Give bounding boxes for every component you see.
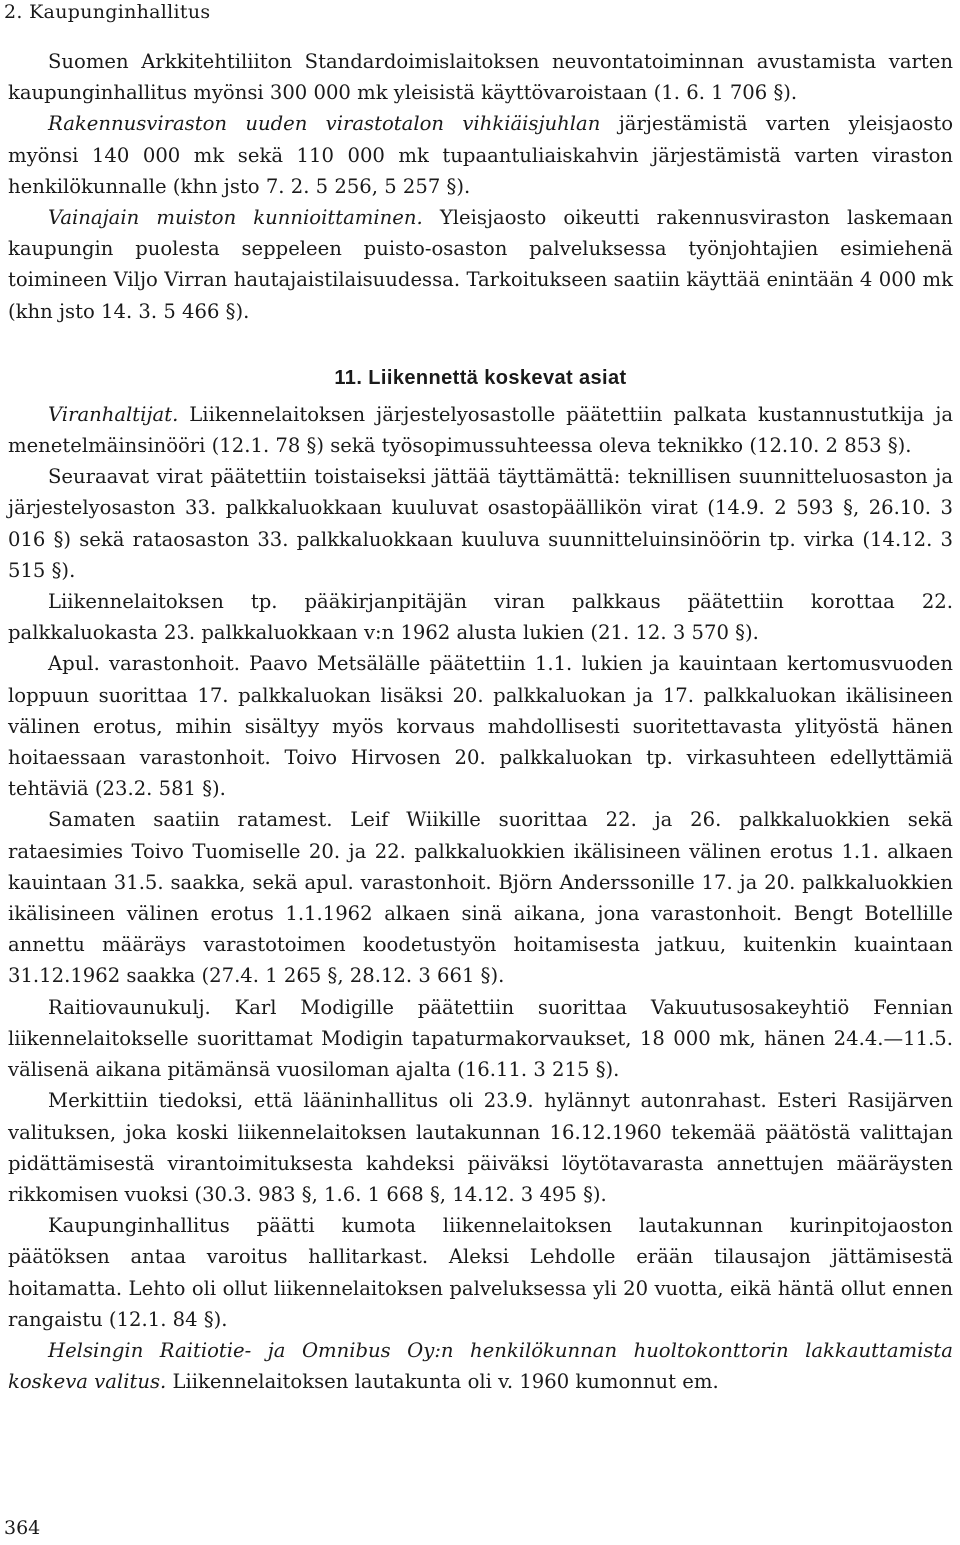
paragraph-text: Liikennelaitoksen järjestelyosastolle päätettiin palkata kustannustutkija ja menetelmäinsinööri (12.1. 78 §) sekä työsopimussuhteessa oleva teknikko (12.10. 2 853 §).: [8, 402, 953, 458]
paragraph-text: Seuraavat virat päätettiin toistaiseksi jättää täyttämättä: teknillisen suunnitteluosaston ja järjestelyosaston 33. palkkaluokkaan kuuluvat osastopäällikön virat (14.9. 2 593 §, 26.10. 3 016 §) sekä rataosaston 33. palkkaluokkaan kuuluva suunnitteluinsinöörin tp. virka (14.12. 3 515 §).: [8, 465, 953, 582]
running-header: 2. Kaupunginhallitus: [4, 1, 211, 23]
paragraph: [8, 202, 953, 327]
paragraph: [8, 648, 953, 804]
paragraph-text: Suomen Arkkitehtiliiton Standardoimislaitoksen neuvontatoiminnan avustamista varten kaupunginhallitus myönsi 300 000 mk yleisistä käyttövaroistaan (1. 6. 1 706 §).: [8, 50, 953, 105]
section-number: 11.: [334, 366, 363, 389]
section-heading: [8, 363, 953, 393]
paragraph-lead: Vainajain muiston kunnioittaminen.: [48, 206, 423, 230]
paragraph-text: Samaten saatiin ratamest. Leif Wiikille suorittaa 22. ja 26. palkkaluokkien sekä rataesimies Toivo Tuomiselle 20. ja 22. palkkaluokkien ikälisineen välinen erotus 1.1. alkaen kauintaan 31.5. saakka, sekä apul. varastonhoit. Björn Anderssonille 17. ja 20. palkkaluokkien ikälisineen välinen erotus 1.1.1962 alkaen sinä aikana, jona varastonhoit. Bengt Botellille annettu määräys varastotoimen koodetustyön hoitamisesta jatkuu, kuitenkin kuaintaan 31.12.1962 saakka (27.4. 1 265 §, 28.12. 3 661 §).: [8, 808, 953, 988]
paragraph-text: Apul. varastonhoit. Paavo Metsälälle päätettiin 1.1. lukien ja kauintaan kertomusvuoden loppuun suorittaa 17. palkkaluokan lisäksi 20. palkkaluokan ja 17. palkkaluokan ikälisineen välinen erotus, mihin sisältyy myös korvaus mahdollisesti suoritettavasta ylityöstä hänen hoitaessaan varastonhoit. Toivo Hirvosen 20. palkkaluokan tp. virkasuhteen edellyttämiä tehtäviä (23.2. 581 §).: [8, 652, 953, 801]
paragraph: [8, 992, 953, 1086]
paragraph-text: Yleisjaosto oikeutti rakennusviraston laskemaan kaupungin puolesta seppeleen puisto-osaston palveluksessa työnjohtajien esimiehenä toimineen Viljo Virran hautajaistilaisuudessa. Tarkoitukseen saatiin käyttää enintään 4 000 mk (khn jsto 14. 3. 5 466 §).: [8, 206, 953, 323]
paragraph: [8, 461, 953, 586]
paragraph: [8, 1085, 953, 1210]
paragraph-lead: Helsingin Raitiotie- ja Omnibus Oy:n henkilökunnan huoltokonttorin lakkauttamista koskeva valitus.: [8, 1338, 953, 1394]
paragraph-text: Liikennelaitoksen lautakunta oli v. 1960 kumonnut em.: [166, 1370, 719, 1394]
paragraph: [8, 804, 953, 991]
paragraph: [8, 1210, 953, 1335]
paragraph: [8, 399, 953, 461]
paragraph: [8, 1335, 953, 1397]
paragraph: [8, 586, 953, 648]
paragraph-text: Merkittiin tiedoksi, että lääninhallitus oli 23.9. hylännyt autonrahast. Esteri Rasijärven valituksen, joka koski liikennelaitoksen lautakunnan 16.12.1960 tekemää päätöstä valittajan pidättämisestä virantoimituksesta kahdeksi päiväksi löytötavarasta annettujen määräysten rikkomisen vuoksi (30.3. 983 §, 1.6. 1 668 §, 14.12. 3 495 §).: [8, 1089, 953, 1206]
paragraph-lead: Viranhaltijat.: [48, 402, 179, 426]
paragraph-text: järjestämistä varten yleisjaosto myönsi 140 000 mk sekä 110 000 mk tupaantuliaiskahvin järjestämistä varten viraston henkilökunnalle (khn jsto 7. 2. 5 256, 5 257 §).: [8, 112, 953, 198]
body-text: [8, 46, 953, 1397]
paragraph-text: Kaupunginhallitus päätti kumota liikennelaitoksen lautakunnan kurinpitojaoston päätöksen antaa varoitus hallitarkast. Aleksi Lehdolle erään tilausajon jättämisestä hoitamatta. Lehto oli ollut liikennelaitoksen palveluksessa yli 20 vuotta, eikä häntä ollut ennen rangaistu (12.1. 84 §).: [8, 1214, 953, 1331]
paragraph: [8, 46, 953, 108]
section-title: Liikennettä koskevat asiat: [368, 366, 627, 389]
paragraph: [8, 108, 953, 202]
paragraph-lead: Rakennusviraston uuden virastotalon vihkiäisjuhlan: [48, 112, 601, 136]
paragraph-text: Liikennelaitoksen tp. pääkirjanpitäjän viran palkkaus päätettiin korottaa 22. palkkaluokasta 23. palkkaluokkaan v:n 1962 alusta lukien (21. 12. 3 570 §).: [8, 590, 953, 645]
paragraph-text: Raitiovaunukulj. Karl Modigille päätettiin suorittaa Vakuutusosakeyhtiö Fennian liikennelaitokselle suorittamat Modigin tapaturmakorvaukset, 18 000 mk, hänen 24.4.—11.5. välisenä aikana pitämänsä vuosiloman ajalta (16.11. 3 215 §).: [8, 995, 953, 1082]
page-number: 364: [4, 1517, 41, 1539]
